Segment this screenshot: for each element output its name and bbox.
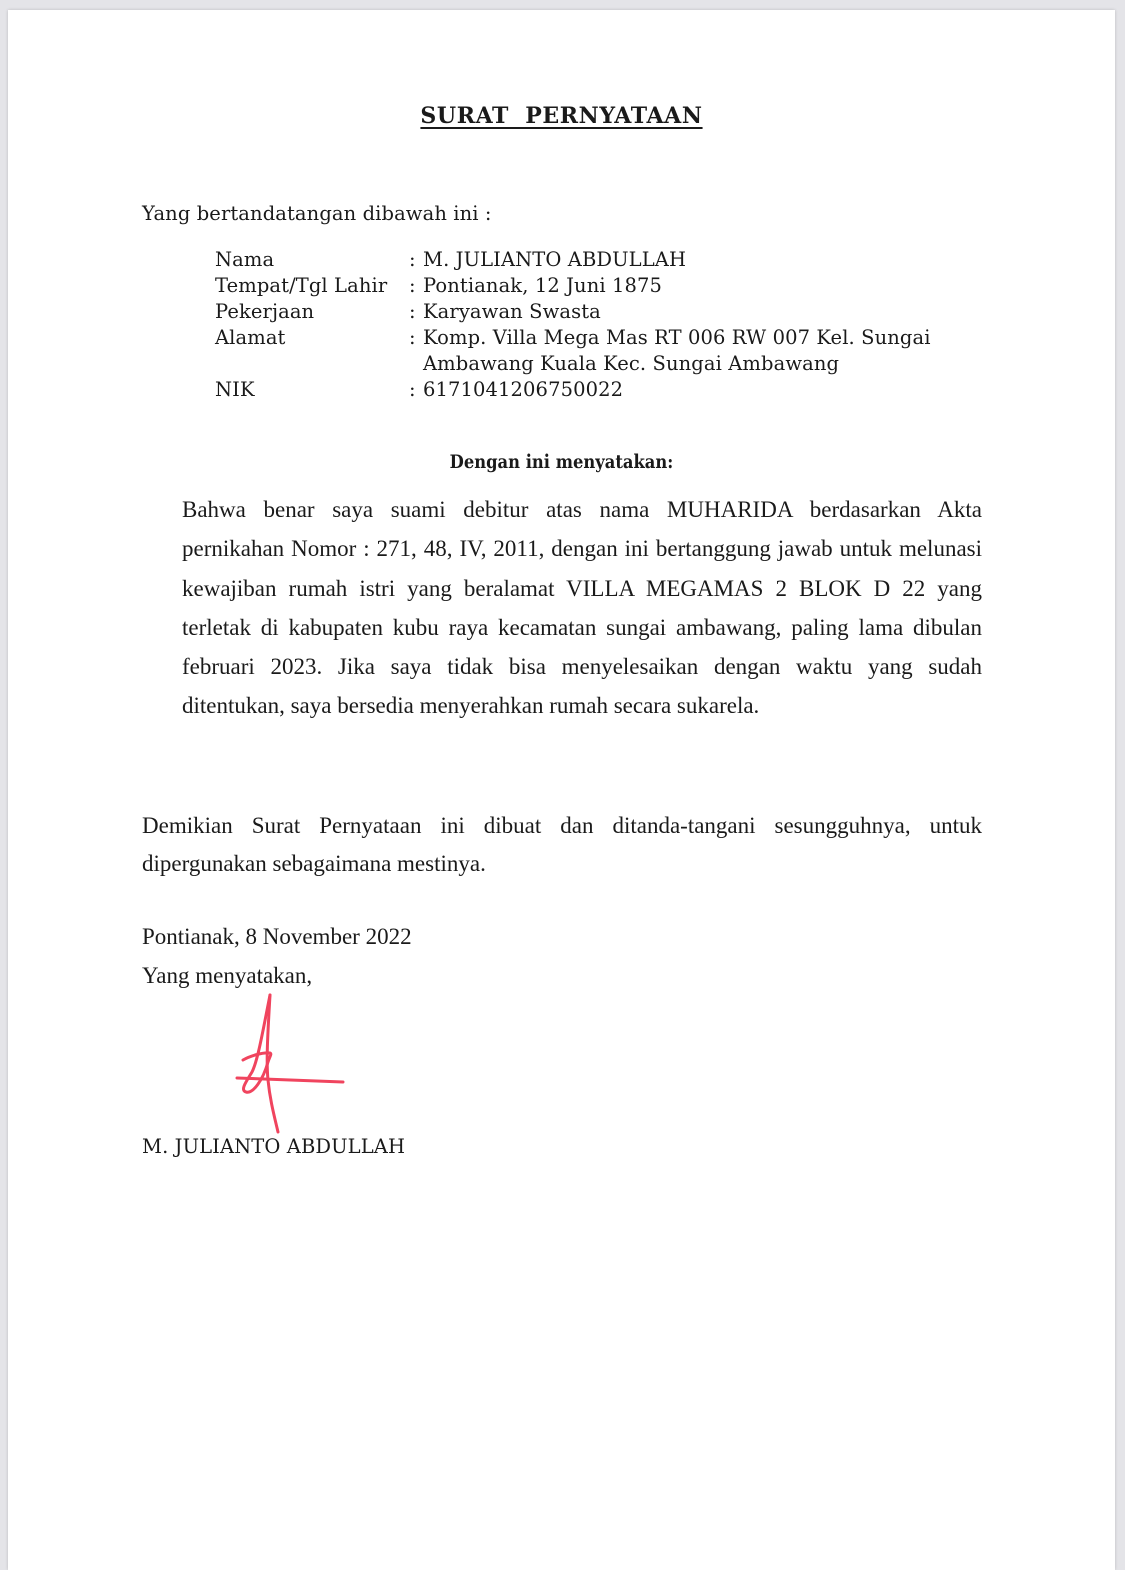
identity-separator: : — [409, 300, 416, 323]
identity-value: M. JULIANTO ABDULLAH — [423, 248, 687, 271]
declaration-body: Bahwa benar saya suami debitur atas nama MUHARIDA berdasarkan Akta pernikahan Nomor : 271, 48, IV, 2011, dengan ini bertanggung jawab untuk melunasi kewajiban rumah istri yang beralamat VILLA MEGAMAS 2 BLOK D 22 yang terletak di kabupaten kubu raya kecamatan sungai ambawang, paling lama dibulan februari 2023. Jika saya tidak bisa menyelesaikan dengan waktu yang sudah ditentukan, saya bersedia menyerahkan rumah secara sukarela. — [182, 497, 982, 719]
identity-separator: : — [409, 248, 416, 271]
sign-label: Yang menyatakan, — [142, 963, 313, 988]
signer-name: M. JULIANTO ABDULLAH — [142, 1135, 406, 1158]
identity-table — [215, 247, 995, 403]
identity-value: Karyawan Swasta — [423, 300, 601, 323]
declaration-heading: Dengan ini menyatakan: — [449, 451, 674, 473]
identity-label: NIK — [215, 378, 255, 401]
signature-icon — [208, 990, 368, 1140]
identity-row-address — [215, 325, 995, 377]
identity-row-nama — [215, 247, 995, 273]
document-title-text: SURAT PERNYATAAN — [420, 103, 703, 129]
identity-value: 6171041206750022 — [423, 378, 624, 401]
place-date: Pontianak, 8 November 2022 — [142, 924, 412, 949]
document-page — [8, 10, 1115, 1570]
identity-separator: : — [409, 274, 416, 297]
identity-label: Pekerjaan — [215, 300, 315, 323]
identity-row-nik — [215, 377, 995, 403]
identity-value: Komp. Villa Mega Mas RT 006 RW 007 Kel. Sungai Ambawang Kuala Kec. Sungai Ambawang — [423, 326, 931, 375]
identity-label: Tempat/Tgl Lahir — [215, 274, 388, 297]
identity-label: Alamat — [215, 326, 286, 349]
closing-paragraph: Demikian Surat Pernyataan ini dibuat dan ditanda-tangani sesungguhnya, untuk dipergunakan sebagaimana mestinya. — [142, 813, 982, 876]
intro-text: Yang bertandatangan dibawah ini : — [142, 202, 492, 225]
identity-separator: : — [409, 326, 416, 349]
identity-row-occupation — [215, 299, 995, 325]
identity-row-birth — [215, 273, 995, 299]
identity-separator: : — [409, 378, 416, 401]
identity-value: Pontianak, 12 Juni 1875 — [423, 274, 663, 297]
document-title — [8, 103, 1115, 129]
identity-label: Nama — [215, 248, 275, 271]
